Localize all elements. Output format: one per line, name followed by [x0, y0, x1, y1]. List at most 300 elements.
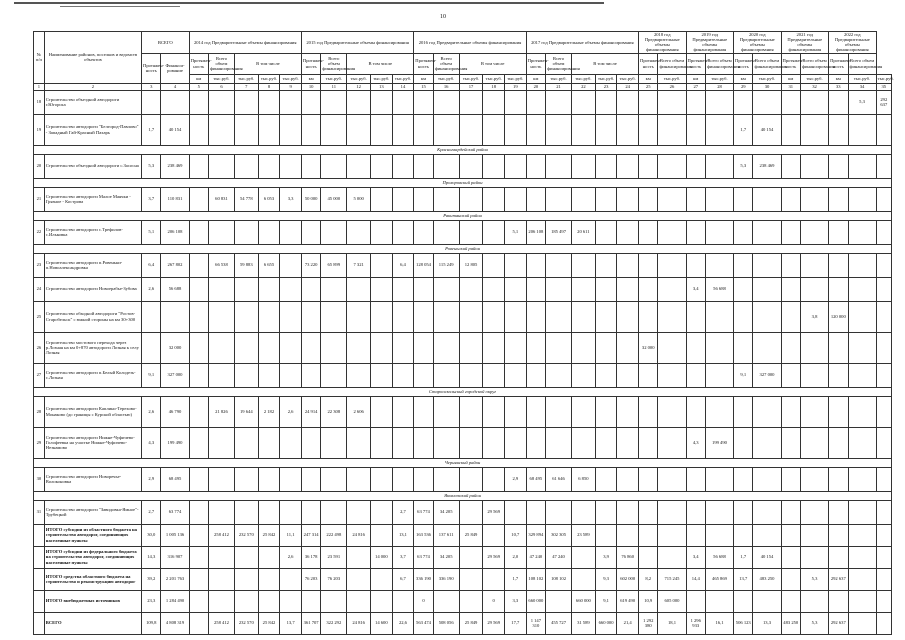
- value-cell: [347, 301, 371, 332]
- column-number: 22: [572, 83, 596, 90]
- value-cell: [617, 301, 639, 332]
- value-cell: 8,2: [639, 568, 658, 590]
- value-cell: [658, 332, 686, 363]
- value-cell: [734, 253, 753, 277]
- value-cell: [658, 396, 686, 427]
- value-cell: [280, 90, 302, 114]
- top-rule: [14, 2, 604, 4]
- value-cell: [505, 500, 527, 524]
- value-cell: [321, 220, 347, 244]
- header-unit: км: [781, 74, 800, 83]
- value-cell: 3,3: [280, 187, 302, 211]
- value-cell: 238 469: [161, 154, 189, 178]
- value-cell: [189, 363, 208, 387]
- value-cell: [800, 220, 828, 244]
- value-cell: [234, 114, 258, 145]
- value-cell: 3,4: [686, 546, 705, 568]
- value-cell: [617, 114, 639, 145]
- value-cell: 40 154: [753, 546, 781, 568]
- value-cell: 1 292 380: [639, 612, 658, 634]
- value-cell: [572, 114, 596, 145]
- value-cell: [848, 524, 876, 546]
- value-cell: 5,3: [800, 568, 828, 590]
- value-cell: 29 569: [483, 612, 505, 634]
- value-cell: 23 591: [321, 546, 347, 568]
- value-cell: [433, 187, 459, 211]
- value-cell: [433, 90, 459, 114]
- value-cell: 238 469: [753, 154, 781, 178]
- value-cell: [617, 277, 639, 301]
- value-cell: 13,7: [734, 568, 753, 590]
- value-cell: [209, 220, 235, 244]
- value-cell: [753, 524, 781, 546]
- value-cell: 19 644: [234, 396, 258, 427]
- value-cell: [459, 332, 483, 363]
- value-cell: [546, 253, 572, 277]
- value-cell: [658, 500, 686, 524]
- value-cell: 109,8: [142, 612, 161, 634]
- value-cell: [800, 114, 828, 145]
- value-cell: 247 314: [301, 524, 320, 546]
- value-cell: 206 108: [161, 220, 189, 244]
- value-cell: 18,1: [658, 612, 686, 634]
- value-cell: [459, 301, 483, 332]
- value-cell: [301, 427, 320, 458]
- value-cell: [433, 301, 459, 332]
- value-cell: 40 154: [753, 114, 781, 145]
- value-cell: [433, 332, 459, 363]
- value-cell: 23,3: [142, 590, 161, 612]
- value-cell: [505, 187, 527, 211]
- value-cell: 660 000: [572, 590, 596, 612]
- value-cell: 232 570: [234, 524, 258, 546]
- value-cell: 76 203: [301, 568, 320, 590]
- value-cell: [546, 154, 572, 178]
- value-cell: [189, 301, 208, 332]
- value-cell: 120 000: [829, 301, 848, 332]
- value-cell: [189, 90, 208, 114]
- value-cell: 30,0: [142, 524, 161, 546]
- value-cell: 6,4: [142, 253, 161, 277]
- header-volume: Всего объем финансирования: [658, 53, 686, 74]
- value-cell: [753, 187, 781, 211]
- header-unit: тыс.руб.: [546, 74, 572, 83]
- value-cell: 1,7: [734, 114, 753, 145]
- value-cell: [347, 427, 371, 458]
- value-cell: 25 842: [258, 524, 280, 546]
- value-cell: [639, 90, 658, 114]
- value-cell: [848, 187, 876, 211]
- value-cell: 336 190: [414, 568, 433, 590]
- row-number: [34, 568, 45, 590]
- value-cell: [686, 363, 705, 387]
- value-cell: 258 412: [209, 524, 235, 546]
- value-cell: [876, 500, 891, 524]
- value-cell: 24 816: [347, 524, 371, 546]
- value-cell: [433, 277, 459, 301]
- value-cell: [848, 396, 876, 427]
- value-cell: [189, 187, 208, 211]
- value-cell: 455 727: [546, 612, 572, 634]
- value-cell: [639, 396, 658, 427]
- value-cell: [234, 154, 258, 178]
- header-length: Протяжен-ность: [686, 53, 705, 74]
- value-cell: [459, 220, 483, 244]
- value-cell: 68 495: [526, 467, 545, 491]
- value-cell: 258 412: [209, 612, 235, 634]
- column-number: 23: [595, 83, 617, 90]
- value-cell: 163 536: [414, 524, 433, 546]
- value-cell: 232 570: [234, 612, 258, 634]
- value-cell: [705, 301, 733, 332]
- value-cell: [526, 332, 545, 363]
- value-cell: 25 849: [459, 612, 483, 634]
- value-cell: [321, 301, 347, 332]
- value-cell: 5,3: [734, 154, 753, 178]
- value-cell: 45 000: [321, 187, 347, 211]
- value-cell: [258, 277, 280, 301]
- value-cell: 2,9: [505, 467, 527, 491]
- column-number: 14: [392, 83, 414, 90]
- header-including: В том числе: [459, 53, 526, 74]
- value-cell: [800, 546, 828, 568]
- value-cell: 10,9: [639, 590, 658, 612]
- value-cell: [433, 427, 459, 458]
- value-cell: [639, 220, 658, 244]
- value-cell: [526, 187, 545, 211]
- value-cell: [526, 396, 545, 427]
- value-cell: [829, 590, 848, 612]
- total-row: [34, 590, 892, 612]
- value-cell: [280, 114, 302, 145]
- object-name: Строительство автодороги с.Трефилов-с.Ильковка: [44, 220, 141, 244]
- value-cell: [595, 253, 617, 277]
- value-cell: 137 611: [433, 524, 459, 546]
- column-number: 6: [209, 83, 235, 90]
- value-cell: [459, 427, 483, 458]
- value-cell: [753, 500, 781, 524]
- value-cell: [234, 590, 258, 612]
- value-cell: [301, 500, 320, 524]
- column-number: 5: [189, 83, 208, 90]
- value-cell: 508 056: [433, 612, 459, 634]
- value-cell: 660 000: [595, 612, 617, 634]
- value-cell: 602 000: [617, 568, 639, 590]
- value-cell: [280, 220, 302, 244]
- value-cell: [686, 590, 705, 612]
- header-including: В том числе: [234, 53, 301, 74]
- row-number: 24: [34, 277, 45, 301]
- header-unit: км: [526, 74, 545, 83]
- value-cell: [209, 301, 235, 332]
- value-cell: [142, 301, 161, 332]
- value-cell: [595, 114, 617, 145]
- header-volume: Всего объем финансирования: [321, 53, 347, 74]
- value-cell: [483, 396, 505, 427]
- value-cell: [433, 220, 459, 244]
- value-cell: [876, 467, 891, 491]
- value-cell: [639, 524, 658, 546]
- header-length: Протяжен-ность: [781, 53, 800, 74]
- value-cell: [639, 187, 658, 211]
- object-name: ИТОГО субсидии из федерального бюджета на строительство автодорог, соединяющих населенные пункты: [44, 546, 141, 568]
- value-cell: 29 569: [483, 500, 505, 524]
- value-cell: [639, 277, 658, 301]
- value-cell: [658, 187, 686, 211]
- column-number: 15: [414, 83, 433, 90]
- value-cell: [234, 500, 258, 524]
- value-cell: [829, 500, 848, 524]
- value-cell: [876, 524, 891, 546]
- value-cell: 61 646: [546, 467, 572, 491]
- value-cell: [371, 277, 393, 301]
- value-cell: [686, 90, 705, 114]
- column-number: 33: [829, 83, 848, 90]
- value-cell: [392, 220, 414, 244]
- value-cell: 108 102: [546, 568, 572, 590]
- value-cell: 199 490: [161, 427, 189, 458]
- value-cell: [829, 332, 848, 363]
- value-cell: 9,1: [734, 363, 753, 387]
- total-row: [34, 546, 892, 568]
- value-cell: [505, 90, 527, 114]
- value-cell: [433, 114, 459, 145]
- header-unit: тыс.руб.: [848, 74, 876, 83]
- column-number: 3: [142, 83, 161, 90]
- value-cell: [658, 154, 686, 178]
- value-cell: [347, 546, 371, 568]
- value-cell: [234, 332, 258, 363]
- value-cell: 23 589: [572, 524, 596, 546]
- header-length: Протяжен-ность: [526, 53, 545, 74]
- header-volume: Всего объем финансирования: [546, 53, 572, 74]
- header-unit: км: [686, 74, 705, 83]
- value-cell: 361 707: [301, 612, 320, 634]
- value-cell: [800, 590, 828, 612]
- row-number: 19: [34, 114, 45, 145]
- object-name: ИТОГО средства областного бюджета на строительство и реконструкцию автодорог: [44, 568, 141, 590]
- value-cell: [639, 467, 658, 491]
- row-number: [34, 612, 45, 634]
- value-cell: 31 589: [572, 612, 596, 634]
- value-cell: 40 154: [161, 114, 189, 145]
- value-cell: 128 054: [414, 253, 433, 277]
- value-cell: [848, 301, 876, 332]
- value-cell: [658, 220, 686, 244]
- value-cell: 302 305: [546, 524, 572, 546]
- value-cell: [526, 154, 545, 178]
- object-name: Строительство объездной автодороги с.Засосна: [44, 154, 141, 178]
- header-length: Протяжен-ность: [414, 53, 433, 74]
- value-cell: [572, 568, 596, 590]
- value-cell: [639, 427, 658, 458]
- value-cell: 336 190: [433, 568, 459, 590]
- value-cell: [686, 524, 705, 546]
- district-row: [34, 178, 892, 187]
- value-cell: [876, 427, 891, 458]
- value-cell: [189, 396, 208, 427]
- value-cell: [829, 154, 848, 178]
- value-cell: [753, 220, 781, 244]
- value-cell: [572, 500, 596, 524]
- value-cell: 322 292: [321, 612, 347, 634]
- value-cell: [459, 546, 483, 568]
- value-cell: 7 321: [347, 253, 371, 277]
- value-cell: 4 808 319: [161, 612, 189, 634]
- value-cell: [800, 253, 828, 277]
- value-cell: 2 201 763: [161, 568, 189, 590]
- column-number: 27: [686, 83, 705, 90]
- value-cell: [483, 90, 505, 114]
- value-cell: [347, 467, 371, 491]
- value-cell: [189, 332, 208, 363]
- value-cell: 3,9: [595, 546, 617, 568]
- value-cell: 21 826: [209, 396, 235, 427]
- value-cell: 5,1: [142, 220, 161, 244]
- value-cell: [301, 154, 320, 178]
- value-cell: [301, 220, 320, 244]
- object-name: Строительство автодороги Нижне-Чуфичево-Голофеевка на участке Нижне-Чуфичево-Незнамово: [44, 427, 141, 458]
- value-cell: [617, 467, 639, 491]
- value-cell: [781, 363, 800, 387]
- value-cell: [209, 546, 235, 568]
- value-cell: [705, 187, 733, 211]
- value-cell: [433, 590, 459, 612]
- value-cell: 39,2: [142, 568, 161, 590]
- header-number: № п/п: [34, 32, 45, 84]
- value-cell: [781, 114, 800, 145]
- value-cell: [658, 90, 686, 114]
- value-cell: [189, 220, 208, 244]
- value-cell: [459, 396, 483, 427]
- value-cell: [705, 220, 733, 244]
- value-cell: [848, 590, 876, 612]
- value-cell: 1 147 310: [526, 612, 545, 634]
- column-number: 30: [753, 83, 781, 90]
- value-cell: [781, 253, 800, 277]
- value-cell: [371, 187, 393, 211]
- value-cell: [280, 277, 302, 301]
- value-cell: [876, 114, 891, 145]
- value-cell: [258, 114, 280, 145]
- value-cell: [392, 154, 414, 178]
- value-cell: 2,6: [142, 396, 161, 427]
- column-number: 20: [526, 83, 545, 90]
- value-cell: [347, 220, 371, 244]
- value-cell: [686, 301, 705, 332]
- value-cell: 222 498: [321, 524, 347, 546]
- header-length: Протяжен-ность: [829, 53, 848, 74]
- header-unit: км: [829, 74, 848, 83]
- value-cell: [546, 114, 572, 145]
- value-cell: [526, 114, 545, 145]
- value-cell: [234, 277, 258, 301]
- column-number: 32: [800, 83, 828, 90]
- value-cell: [371, 500, 393, 524]
- value-cell: [189, 114, 208, 145]
- value-cell: [829, 363, 848, 387]
- value-cell: [595, 90, 617, 114]
- header-including: В том числе: [347, 53, 414, 74]
- value-cell: [234, 568, 258, 590]
- value-cell: 46 790: [161, 396, 189, 427]
- header-length: Протяжен-ность: [142, 53, 161, 83]
- value-cell: [848, 546, 876, 568]
- value-cell: [800, 500, 828, 524]
- header-year-2017: 2017 год Предварительные объемы финансирования: [526, 32, 638, 54]
- header-unit: тыс.руб.: [800, 74, 828, 83]
- value-cell: [876, 612, 891, 634]
- value-cell: [829, 90, 848, 114]
- value-cell: [371, 524, 393, 546]
- value-cell: [459, 114, 483, 145]
- column-number: 24: [617, 83, 639, 90]
- object-name: Строительство обходной автодороги "Ростов-Старобельск" с южной стороны на км 30+300: [44, 301, 141, 332]
- value-cell: 483 250: [781, 612, 800, 634]
- table-row: [34, 332, 892, 363]
- object-name: Строительство автодороги "Завидовка-Ямное"-Трубецкой: [44, 500, 141, 524]
- financing-table: [33, 31, 892, 635]
- table-row: [34, 253, 892, 277]
- value-cell: [347, 332, 371, 363]
- value-cell: [321, 332, 347, 363]
- value-cell: [876, 332, 891, 363]
- table-row: [34, 154, 892, 178]
- value-cell: [258, 427, 280, 458]
- value-cell: 11,1: [280, 524, 302, 546]
- column-number: 18: [483, 83, 505, 90]
- value-cell: [321, 590, 347, 612]
- value-cell: [753, 90, 781, 114]
- value-cell: 327 000: [161, 363, 189, 387]
- value-cell: [617, 500, 639, 524]
- value-cell: [371, 114, 393, 145]
- value-cell: [686, 253, 705, 277]
- value-cell: [258, 546, 280, 568]
- value-cell: [639, 253, 658, 277]
- value-cell: [734, 301, 753, 332]
- value-cell: [848, 427, 876, 458]
- header-unit: км: [414, 74, 433, 83]
- value-cell: [189, 427, 208, 458]
- value-cell: [639, 154, 658, 178]
- value-cell: 76 203: [321, 568, 347, 590]
- value-cell: [347, 114, 371, 145]
- header-year-2021: 2021 год Предварительные объемы финансирования: [781, 32, 829, 54]
- value-cell: 65 899: [321, 253, 347, 277]
- district-row: [34, 458, 892, 467]
- value-cell: 0: [483, 590, 505, 612]
- value-cell: [526, 90, 545, 114]
- table-row: [34, 220, 892, 244]
- value-cell: [142, 332, 161, 363]
- value-cell: [800, 467, 828, 491]
- value-cell: [595, 154, 617, 178]
- value-cell: [505, 301, 527, 332]
- value-cell: [301, 301, 320, 332]
- value-cell: [617, 332, 639, 363]
- value-cell: 32 000: [639, 332, 658, 363]
- object-name: Строительство автодороги "Белгород-Павлово" - Западный Гай-Красный Пахарь: [44, 114, 141, 145]
- value-cell: [483, 363, 505, 387]
- column-number: 26: [658, 83, 686, 90]
- value-cell: 20 611: [572, 220, 596, 244]
- value-cell: 56 688: [705, 277, 733, 301]
- value-cell: 12 805: [459, 253, 483, 277]
- value-cell: [414, 467, 433, 491]
- value-cell: [753, 277, 781, 301]
- value-cell: [595, 427, 617, 458]
